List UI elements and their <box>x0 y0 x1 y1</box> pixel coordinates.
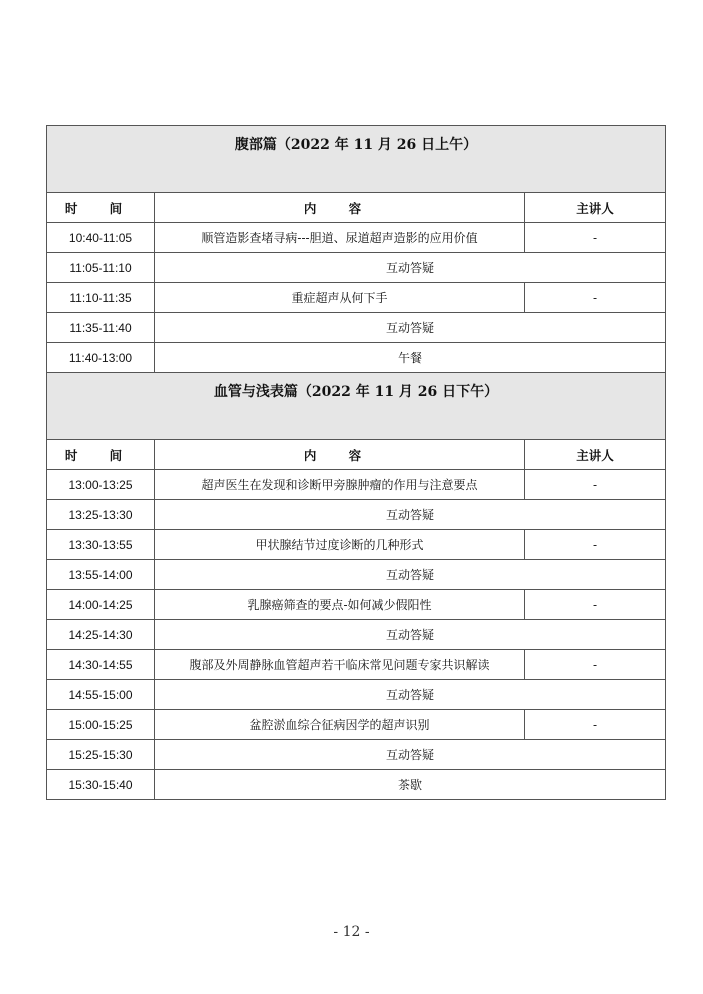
schedule-table <box>46 125 666 800</box>
speaker-header: 主讲人 <box>525 193 666 223</box>
content-cell: 互动答疑 <box>155 620 666 650</box>
page-number: - 12 - <box>333 924 370 940</box>
content-header: 内 容 <box>155 193 525 223</box>
schedule-row <box>47 470 666 500</box>
schedule-row <box>47 343 666 373</box>
content-cell: 茶歇 <box>155 770 666 800</box>
schedule-row <box>47 313 666 343</box>
content-cell: 顺管造影查堵寻病---胆道、尿道超声造影的应用价值 <box>155 223 525 253</box>
schedule-row <box>47 710 666 740</box>
time-cell: 14:55-15:00 <box>47 680 155 710</box>
time-header: 时 间 <box>47 193 155 223</box>
column-header-row <box>47 193 666 223</box>
content-cell: 腹部及外周静脉血管超声若干临床常见问题专家共识解读 <box>155 650 525 680</box>
column-header-row <box>47 440 666 470</box>
speaker-cell: - <box>525 530 666 560</box>
schedule-row <box>47 770 666 800</box>
time-cell: 11:40-13:00 <box>47 343 155 373</box>
content-cell: 互动答疑 <box>155 740 666 770</box>
time-cell: 11:10-11:35 <box>47 283 155 313</box>
speaker-cell: - <box>525 223 666 253</box>
time-cell: 15:00-15:25 <box>47 710 155 740</box>
schedule-row <box>47 283 666 313</box>
schedule-row <box>47 590 666 620</box>
section-header <box>47 373 666 440</box>
content-cell: 互动答疑 <box>155 253 666 283</box>
content-cell: 乳腺癌筛查的要点-如何减少假阳性 <box>155 590 525 620</box>
content-header: 内 容 <box>155 440 525 470</box>
speaker-header: 主讲人 <box>525 440 666 470</box>
time-cell: 11:05-11:10 <box>47 253 155 283</box>
time-cell: 14:00-14:25 <box>47 590 155 620</box>
content-cell: 午餐 <box>155 343 666 373</box>
content-cell: 互动答疑 <box>155 560 666 590</box>
speaker-cell: - <box>525 283 666 313</box>
speaker-cell: - <box>525 650 666 680</box>
content-cell: 互动答疑 <box>155 313 666 343</box>
section-title: 血管与浅表篇（2022 年 11 月 26 日下午） <box>47 373 666 440</box>
time-cell: 15:25-15:30 <box>47 740 155 770</box>
content-cell: 重症超声从何下手 <box>155 283 525 313</box>
time-cell: 13:25-13:30 <box>47 500 155 530</box>
schedule-row <box>47 650 666 680</box>
time-cell: 13:55-14:00 <box>47 560 155 590</box>
schedule-row <box>47 560 666 590</box>
time-cell: 10:40-11:05 <box>47 223 155 253</box>
time-cell: 13:00-13:25 <box>47 470 155 500</box>
content-cell: 盆腔淤血综合征病因学的超声识别 <box>155 710 525 740</box>
content-cell: 互动答疑 <box>155 500 666 530</box>
schedule-row <box>47 500 666 530</box>
schedule-row <box>47 680 666 710</box>
content-cell: 甲状腺结节过度诊断的几种形式 <box>155 530 525 560</box>
section-header <box>47 126 666 193</box>
time-cell: 14:30-14:55 <box>47 650 155 680</box>
schedule-row <box>47 223 666 253</box>
time-cell: 11:35-11:40 <box>47 313 155 343</box>
schedule-row <box>47 620 666 650</box>
section-title: 腹部篇（2022 年 11 月 26 日上午） <box>47 126 666 193</box>
speaker-cell: - <box>525 470 666 500</box>
schedule-row <box>47 740 666 770</box>
time-header: 时 间 <box>47 440 155 470</box>
time-cell: 14:25-14:30 <box>47 620 155 650</box>
schedule-row <box>47 530 666 560</box>
time-cell: 13:30-13:55 <box>47 530 155 560</box>
content-cell: 超声医生在发现和诊断甲旁腺肿瘤的作用与注意要点 <box>155 470 525 500</box>
speaker-cell: - <box>525 710 666 740</box>
schedule-row <box>47 253 666 283</box>
content-cell: 互动答疑 <box>155 680 666 710</box>
speaker-cell: - <box>525 590 666 620</box>
time-cell: 15:30-15:40 <box>47 770 155 800</box>
